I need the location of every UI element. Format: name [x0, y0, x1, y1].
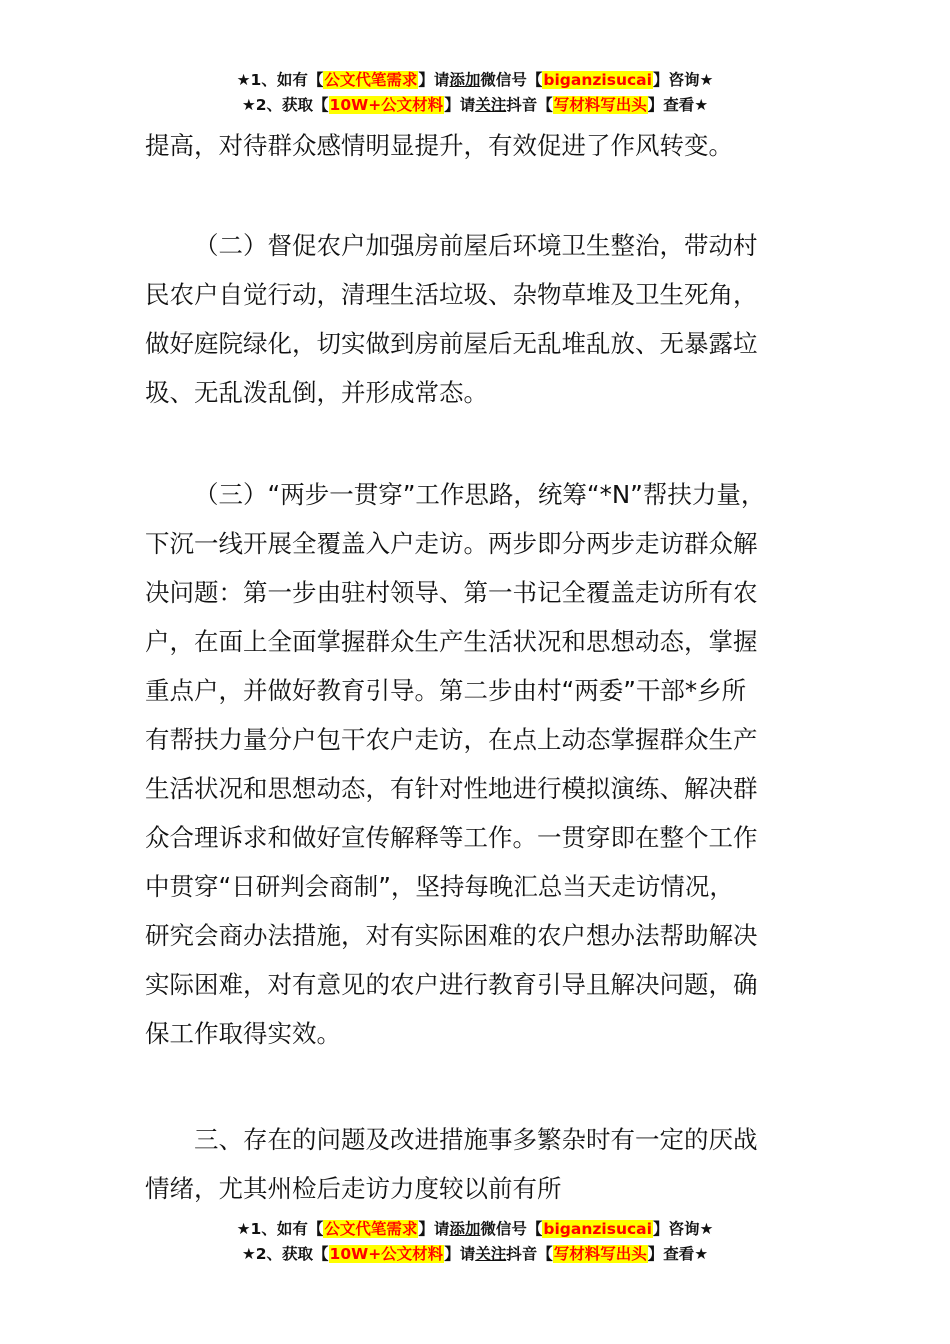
text-line: 下沉一线开展全覆盖入户走访。两步即分两步走访群众解 [145, 529, 758, 558]
banner-highlight: 10W+公文材料 [329, 1245, 444, 1263]
text-line: （二）督促农户加强房前屋后环境卫生整治，带动村 [194, 231, 758, 260]
footer-banner [0, 1217, 950, 1267]
banner-text: 】请 [444, 96, 476, 114]
text-line: 提高，对待群众感情明显提升，有效促进了作风转变。 [145, 131, 733, 160]
banner-text: 抖音【 [506, 96, 553, 114]
banner-text: 】查看★ [647, 1245, 709, 1263]
paragraph-section-problems [145, 1115, 835, 1213]
text-line: 生活状况和思想动态，有针对性地进行模拟演练、解决群 [145, 774, 758, 803]
banner-text: ★1、如有【 [236, 1220, 324, 1238]
text-line: 三、存在的问题及改进措施事多繁杂时有一定的厌战 [194, 1125, 758, 1154]
banner-text: 微信号【 [480, 1220, 543, 1238]
banner-highlight: biganzisucai [543, 1220, 652, 1238]
banner-highlight: 10W+公文材料 [329, 96, 444, 114]
banner-text: 抖音【 [506, 1245, 553, 1263]
banner-text: 】请 [418, 1220, 450, 1238]
paragraph-section-2 [145, 221, 835, 417]
banner-text: 微信号【 [480, 71, 543, 89]
banner-highlight: 公文代笔需求 [324, 71, 418, 89]
text-line: 圾、无乱泼乱倒，并形成常态。 [145, 378, 488, 407]
text-line: 研究会商办法措施，对有实际困难的农户想办法帮助解决 [145, 921, 758, 950]
banner-line-2 [0, 93, 950, 118]
paragraph-section-3 [145, 470, 835, 1058]
banner-text: 】咨询★ [652, 71, 714, 89]
banner-highlight: 写材料写出头 [553, 96, 647, 114]
text-line: （三）“两步一贯穿”工作思路，统筹“*N”帮扶力量， [194, 480, 766, 509]
text-line: 户，在面上全面掌握群众生产生活状况和思想动态，掌握 [145, 627, 758, 656]
banner-text: ★1、如有【 [236, 71, 324, 89]
banner-text: 】查看★ [647, 96, 709, 114]
banner-line-2 [0, 1242, 950, 1267]
text-line: 众合理诉求和做好宣传解释等工作。一贯穿即在整个工作 [145, 823, 758, 852]
text-line: 做好庭院绿化，切实做到房前屋后无乱堆乱放、无暴露垃 [145, 329, 758, 358]
banner-text: ★2、获取【 [241, 1245, 329, 1263]
text-line: 民农户自觉行动，清理生活垃圾、杂物草堆及卫生死角， [145, 280, 758, 309]
text-line: 情绪，尤其州检后走访力度较以前有所 [145, 1174, 562, 1203]
banner-text: 】请 [418, 71, 450, 89]
banner-text: 】请 [444, 1245, 476, 1263]
banner-line-1 [0, 68, 950, 93]
banner-underlined: 添加 [449, 1220, 481, 1238]
banner-highlight: biganzisucai [543, 71, 652, 89]
banner-text: 】咨询★ [652, 1220, 714, 1238]
header-banner [0, 68, 950, 118]
text-line: 保工作取得实效。 [145, 1019, 341, 1048]
text-line: 有帮扶力量分户包干农户走访，在点上动态掌握群众生产 [145, 725, 758, 754]
banner-line-1 [0, 1217, 950, 1242]
banner-text: ★2、获取【 [241, 96, 329, 114]
banner-underlined: 关注 [475, 1245, 507, 1263]
banner-underlined: 关注 [475, 96, 507, 114]
text-line: 实际困难，对有意见的农户进行教育引导且解决问题，确 [145, 970, 758, 999]
text-line: 决问题：第一步由驻村领导、第一书记全覆盖走访所有农 [145, 578, 758, 607]
text-line: 中贯穿“日研判会商制”，坚持每晚汇总当天走访情况， [145, 872, 734, 901]
banner-highlight: 写材料写出头 [553, 1245, 647, 1263]
banner-highlight: 公文代笔需求 [324, 1220, 418, 1238]
banner-underlined: 添加 [449, 71, 481, 89]
text-line: 重点户，并做好教育引导。第二步由村“两委”干部*乡所 [145, 676, 747, 705]
paragraph-continuation [145, 121, 835, 170]
